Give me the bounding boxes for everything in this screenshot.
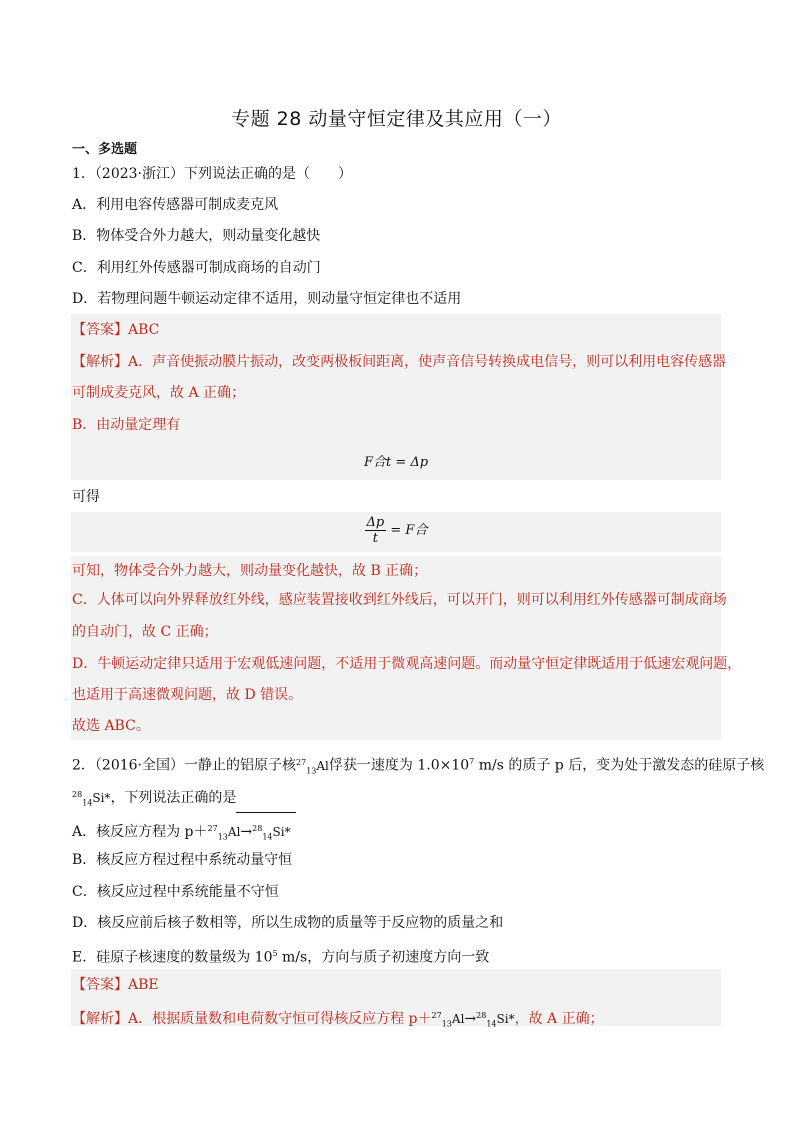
q2-answer: 【答案】ABE <box>72 977 159 993</box>
q2-velocity-exponent: 7 <box>469 757 475 766</box>
q2-option-c: C．核反应过程中系统能量不守恒 <box>72 884 279 900</box>
reaction-arrow: → <box>240 824 253 840</box>
answer-blank[interactable] <box>236 798 296 813</box>
al-symbol: Al <box>227 825 241 839</box>
si-mass-number: 28 <box>72 790 83 799</box>
reaction-arrow: → <box>464 1011 477 1027</box>
q1-analysis-line: 【解析】A．声音使振动膜片振动，改变两极板间距离，使声音信号转换成电信号，则可以利用电容传感器 <box>72 354 727 370</box>
q1-analysis2-line: D．牛顿运动定律只适用于宏观低速问题，不适用于微观高速问题。而动量守恒定律既适用于低速宏观问题， <box>72 656 742 672</box>
al-atomic-number: 13 <box>306 766 317 776</box>
al-nucleus <box>432 1006 465 1034</box>
q1-option-c: C．利用红外传感器可制成商场的自动门 <box>72 260 321 276</box>
si-nucleus <box>252 819 290 847</box>
si-nucleus <box>476 1006 514 1034</box>
q2-option-e-text: E．硅原子核速度的数量级为 10 <box>72 949 273 966</box>
q2-analysis <box>72 1006 604 1034</box>
q1-analysis2-line: 的自动门，故 C 正确； <box>72 624 218 640</box>
al-nucleus <box>208 819 241 847</box>
q1-stem: 1．（2023·浙江）下列说法正确的是（ ） <box>72 166 352 182</box>
q1-answer: 【答案】ABC <box>72 322 160 338</box>
section-heading: 一、多选题 <box>72 142 138 157</box>
si-nucleus <box>72 785 110 813</box>
q2-option-e-exponent: 5 <box>272 949 278 958</box>
al-symbol: Al <box>316 758 329 773</box>
document-title: 专题 28 动量守恒定律及其应用（一） <box>231 108 562 130</box>
al-atomic-number: 13 <box>217 832 228 842</box>
q1-analysis-line: B．由动量定理有 <box>72 417 181 433</box>
q1-option-d: D．若物理问题牛顿运动定律不适用，则动量守恒定律也不适用 <box>72 291 462 307</box>
formula-2-numerator: Δp <box>366 515 385 530</box>
formula-2-rhs: = F合 <box>390 523 428 538</box>
q2-option-d: D．核反应前后核子数相等，所以生成物的质量等于反应物的质量之和 <box>72 915 504 931</box>
formula-1-text: F合t = Δp <box>363 455 429 470</box>
si-atomic-number: 14 <box>82 798 93 808</box>
al-symbol: Al <box>451 1012 465 1026</box>
q2-option-e <box>72 944 489 968</box>
q1-analysis2-line: 也适用于高速微观问题，故 D 错误。 <box>72 687 303 703</box>
q2-stem-part: 俘获一速度为 1.0×10 <box>328 757 470 774</box>
si-mass-number: 28 <box>252 824 263 833</box>
q2-option-b: B．核反应方程过程中系统动量守恒 <box>72 852 293 868</box>
q1-analysis-line: 可制成麦克风，故 A 正确； <box>72 385 246 401</box>
al-mass-number: 27 <box>207 824 218 833</box>
q2-option-e-text: m/s，方向与质子初速度方向一致 <box>277 949 490 966</box>
al-atomic-number: 13 <box>441 1019 452 1029</box>
q2-stem-part: 2．（2016·全国）一静止的铝原子核 <box>72 757 296 774</box>
q1-analysis2-line: 故选 ABC。 <box>72 718 150 734</box>
q2-option-a-text: A．核反应方程为 p＋ <box>72 824 208 840</box>
si-atomic-number: 14 <box>486 1019 497 1029</box>
formula-rate-of-momentum <box>71 515 721 546</box>
al-mass-number: 27 <box>296 757 307 767</box>
formula-2-denominator: t <box>372 531 379 546</box>
q2-stem-line-1 <box>72 752 764 781</box>
q1-analysis-shade-2 <box>71 556 721 740</box>
si-symbol: Si* <box>272 825 291 839</box>
q2-stem-part: m/s 的质子 p 后，变为处于激发态的硅原子核 <box>474 757 765 774</box>
q1-kede: 可得 <box>72 489 100 505</box>
q2-stem-part: ，下列说法正确的是 <box>110 790 237 806</box>
si-mass-number: 28 <box>476 1011 487 1020</box>
q2-analysis-text: ，故 A 正确； <box>514 1011 604 1027</box>
si-symbol: Si* <box>496 1012 515 1026</box>
formula-momentum-theorem <box>71 451 721 470</box>
formula-2-fraction <box>365 515 387 546</box>
si-atomic-number: 14 <box>262 832 273 842</box>
al-mass-number: 27 <box>431 1011 442 1020</box>
q1-option-b: B．物体受合外力越大，则动量变化越快 <box>72 228 321 244</box>
q1-analysis2-line: 可知，物体受合外力越大，则动量变化越快，故 B 正确； <box>72 563 428 579</box>
q1-analysis2-line: C．人体可以向外界释放红外线，感应装置接收到红外线后，可以开门，则可以利用红外传感器可制成商场 <box>72 592 727 608</box>
q2-analysis-text: 【解析】A．根据质量数和电荷数守恒可得核反应方程 p＋ <box>72 1011 432 1027</box>
q2-option-a <box>72 819 291 847</box>
al-nucleus <box>296 753 329 781</box>
q2-stem-line-2 <box>72 785 296 813</box>
q1-option-a: A．利用电容传感器可制成麦克风 <box>72 197 279 213</box>
si-symbol: Si* <box>92 791 111 805</box>
